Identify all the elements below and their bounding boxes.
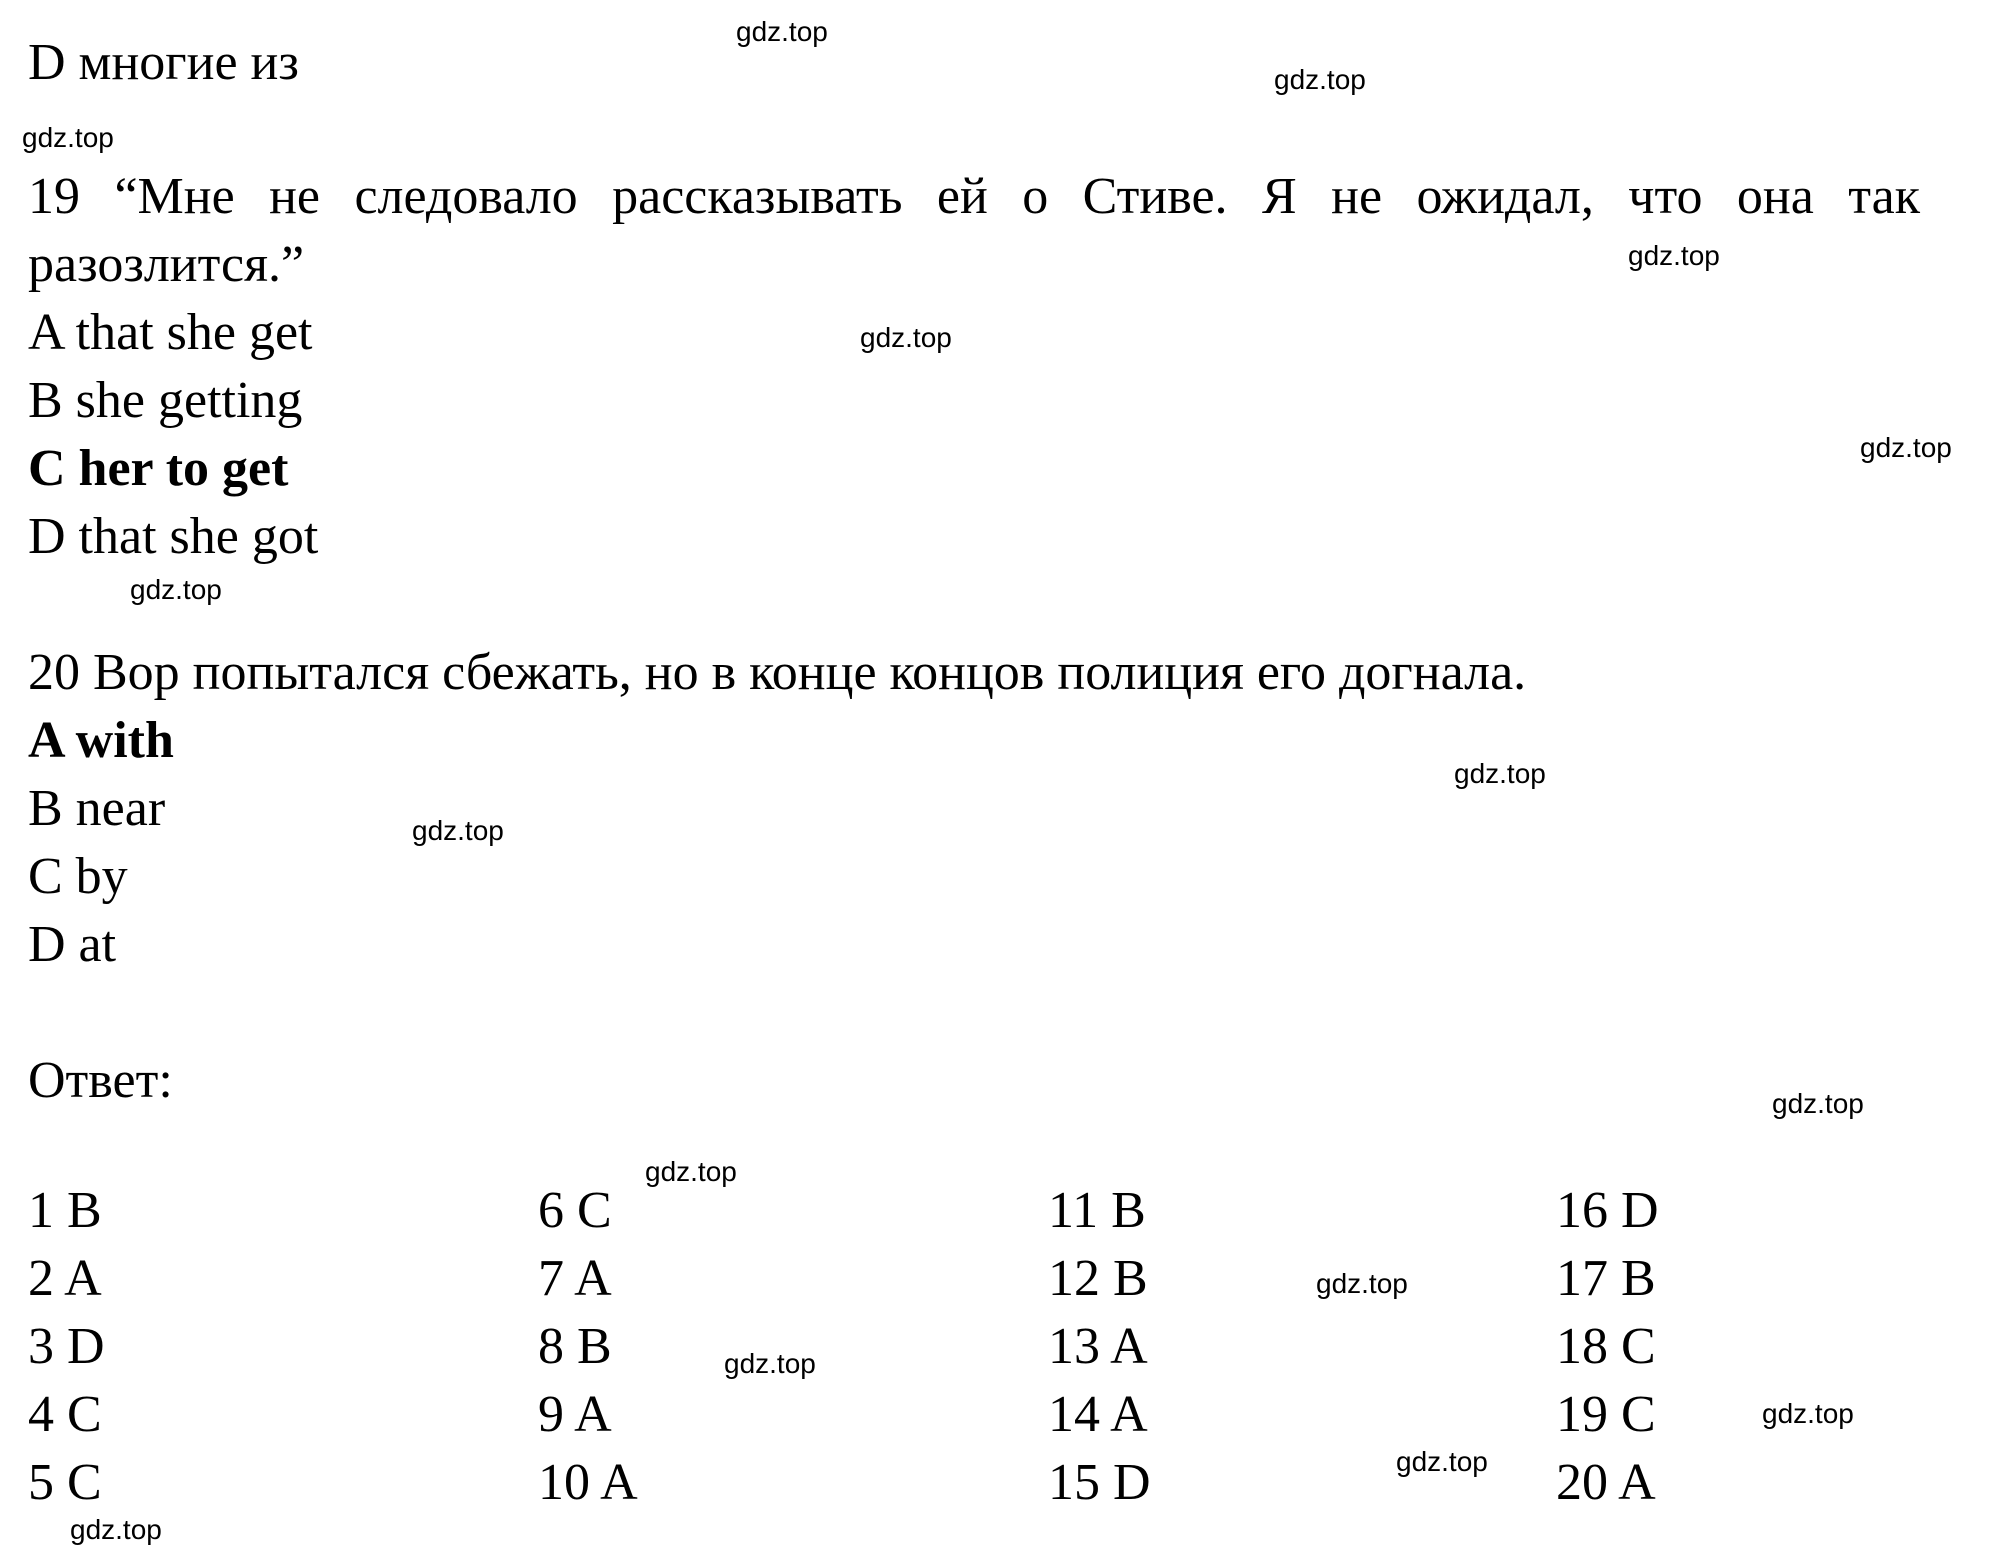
watermark: gdz.top xyxy=(22,122,114,153)
answer-label: Ответ: xyxy=(28,1052,173,1109)
watermark: gdz.top xyxy=(1772,1088,1864,1119)
q19-option-b: B she getting xyxy=(28,372,303,429)
watermark: gdz.top xyxy=(724,1348,816,1379)
watermark: gdz.top xyxy=(1396,1446,1488,1477)
answer-item: 11 B xyxy=(1048,1182,1146,1239)
watermark: gdz.top xyxy=(70,1514,162,1545)
watermark: gdz.top xyxy=(1454,758,1546,789)
watermark: gdz.top xyxy=(130,574,222,605)
answer-item: 1 B xyxy=(28,1182,102,1239)
watermark: gdz.top xyxy=(736,16,828,47)
answer-item: 7 A xyxy=(538,1250,612,1307)
q20-option-d: D at xyxy=(28,916,117,973)
answer-item: 17 B xyxy=(1556,1250,1656,1307)
answer-item: 5 C xyxy=(28,1454,102,1511)
q20-option-a-correct: A with xyxy=(28,712,174,769)
watermark: gdz.top xyxy=(1316,1268,1408,1299)
q19-question-line1: 19 “Мне не следовало рассказывать ей о Стиве. Я не ожидал, что она так xyxy=(28,168,1920,225)
answer-item: 15 D xyxy=(1048,1454,1151,1511)
q19-option-c-correct: C her to get xyxy=(28,440,289,497)
q18-option-d: D многие из xyxy=(28,34,299,91)
watermark: gdz.top xyxy=(860,322,952,353)
answer-item: 16 D xyxy=(1556,1182,1659,1239)
q19-question-line2: разозлится.” xyxy=(28,236,305,293)
watermark: gdz.top xyxy=(1762,1398,1854,1429)
answer-item: 18 C xyxy=(1556,1318,1656,1375)
watermark: gdz.top xyxy=(645,1156,737,1187)
answer-item: 19 C xyxy=(1556,1386,1656,1443)
watermark: gdz.top xyxy=(1860,432,1952,463)
answer-item: 10 A xyxy=(538,1454,638,1511)
watermark: gdz.top xyxy=(1628,240,1720,271)
watermark: gdz.top xyxy=(412,815,504,846)
q20-option-b: B near xyxy=(28,780,166,837)
q20-option-c: C by xyxy=(28,848,128,905)
answer-item: 9 A xyxy=(538,1386,612,1443)
q19-option-a: A that she get xyxy=(28,304,313,361)
answer-item: 4 C xyxy=(28,1386,102,1443)
answer-item: 20 A xyxy=(1556,1454,1656,1511)
watermark: gdz.top xyxy=(1274,64,1366,95)
answer-item: 6 C xyxy=(538,1182,612,1239)
q19-option-d: D that she got xyxy=(28,508,319,565)
q20-question: 20 Вор попытался сбежать, но в конце концов полиция его догнала. xyxy=(28,644,1527,701)
answer-item: 12 B xyxy=(1048,1250,1148,1307)
answer-item: 8 B xyxy=(538,1318,612,1375)
answer-item: 13 A xyxy=(1048,1318,1148,1375)
answer-item: 2 A xyxy=(28,1250,102,1307)
answer-item: 14 A xyxy=(1048,1386,1148,1443)
answer-item: 3 D xyxy=(28,1318,105,1375)
